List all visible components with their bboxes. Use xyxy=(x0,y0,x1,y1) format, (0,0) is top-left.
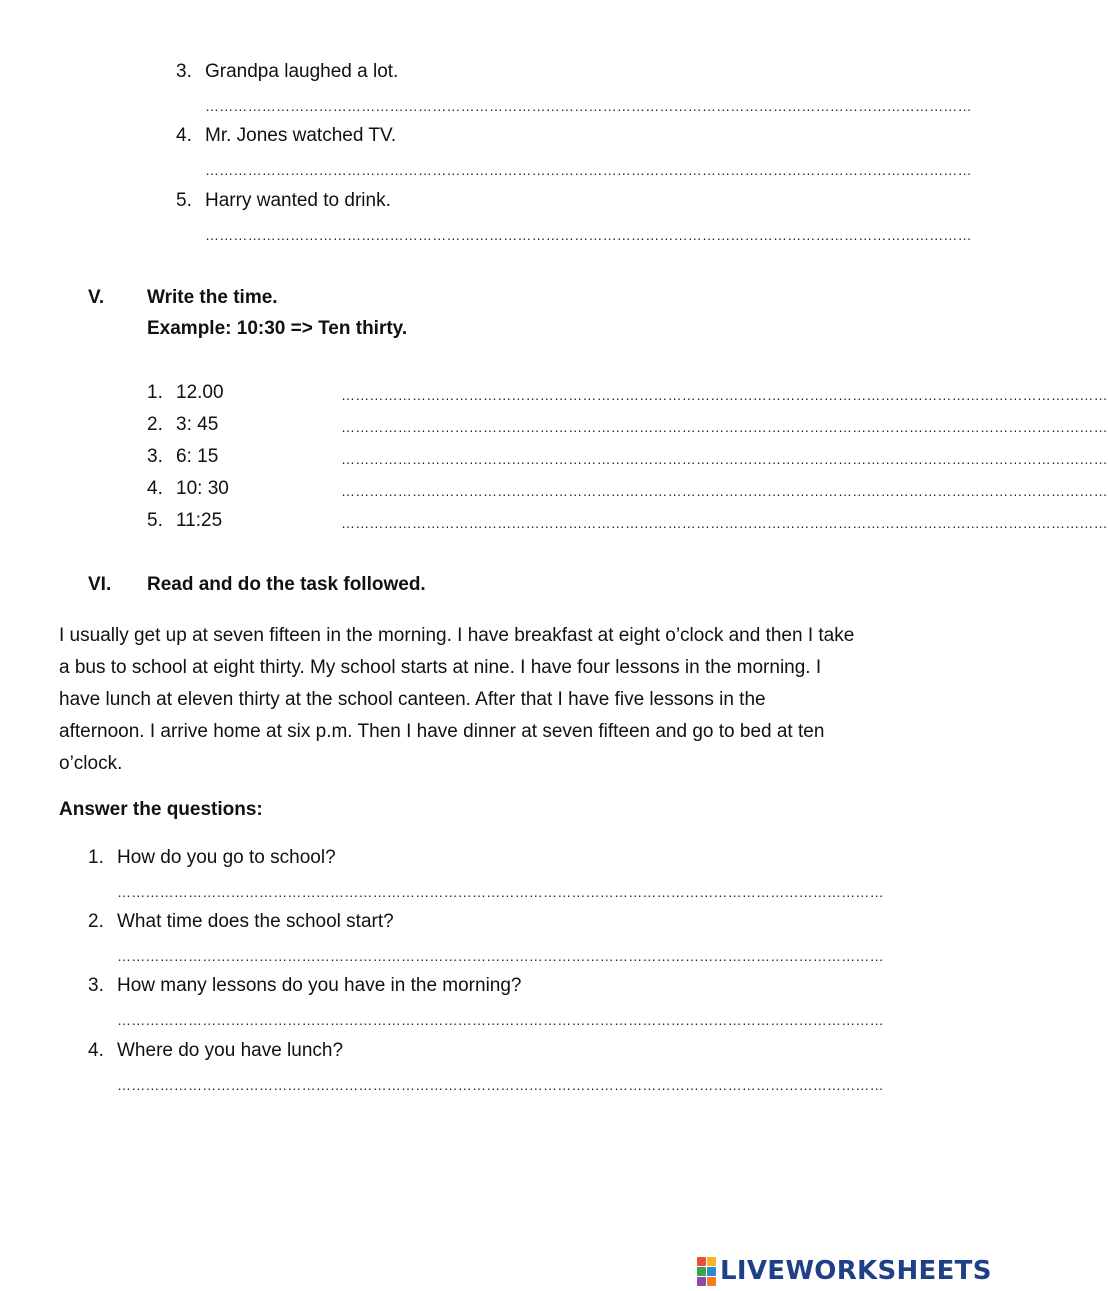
question-number: 3. xyxy=(88,975,104,996)
time-answer-blank[interactable]: ……………………………………………………………………………………………………………………………………………… xyxy=(341,515,1108,531)
question-text: How do you go to school? xyxy=(117,847,336,868)
liveworksheets-cubes-icon xyxy=(697,1257,716,1286)
passage-line: have lunch at eleven thirty at the school canteen. After that I have five lessons in the xyxy=(59,689,766,710)
time-value: 11:25 xyxy=(176,510,223,531)
question-answer-blank[interactable]: ……………………………………………………………………………………………………………………………………………… xyxy=(117,1012,884,1028)
time-answer-blank[interactable]: ……………………………………………………………………………………………………………………………………………… xyxy=(341,483,1108,499)
time-answer-blank[interactable]: ……………………………………………………………………………………………………………………………………………… xyxy=(341,387,1108,403)
time-item-number: 3. xyxy=(147,446,163,467)
passage-line: a bus to school at eight thirty. My school starts at nine. I have four lessons in the morning. I xyxy=(59,657,822,678)
time-item-number: 1. xyxy=(147,382,163,403)
liveworksheets-logo[interactable] xyxy=(697,1254,992,1288)
item-number: 4. xyxy=(176,125,192,146)
sentence-text: Harry wanted to drink. xyxy=(205,190,391,211)
passage-line: I usually get up at seven fifteen in the morning. I have breakfast at eight o’clock and then I take xyxy=(59,625,855,646)
time-value: 3: 45 xyxy=(176,414,219,435)
section-vi-roman: VI. xyxy=(88,574,112,595)
question-text: How many lessons do you have in the morning? xyxy=(117,975,522,996)
time-answer-blank[interactable]: ……………………………………………………………………………………………………………………………………………… xyxy=(341,451,1108,467)
passage-line: o’clock. xyxy=(59,753,123,774)
time-item-number: 2. xyxy=(147,414,163,435)
time-value: 12.00 xyxy=(176,382,224,403)
item-number: 3. xyxy=(176,61,192,82)
section-v-title: Write the time. xyxy=(147,287,278,308)
question-answer-blank[interactable]: ……………………………………………………………………………………………………………………………………………… xyxy=(117,884,884,900)
questions-heading: Answer the questions: xyxy=(59,799,263,820)
passage-line: afternoon. I arrive home at six p.m. Then I have dinner at seven fifteen and go to bed at ten xyxy=(59,721,825,742)
question-answer-blank[interactable]: ……………………………………………………………………………………………………………………………………………… xyxy=(117,1077,884,1093)
question-text: What time does the school start? xyxy=(117,911,394,932)
question-number: 4. xyxy=(88,1040,104,1061)
time-value: 6: 15 xyxy=(176,446,219,467)
section-v-roman: V. xyxy=(88,287,105,308)
section-vi-title: Read and do the task followed. xyxy=(147,574,426,595)
item-number: 5. xyxy=(176,190,192,211)
question-number: 2. xyxy=(88,911,104,932)
question-answer-blank[interactable]: ……………………………………………………………………………………………………………………………………………… xyxy=(117,948,884,964)
sentence-text: Mr. Jones watched TV. xyxy=(205,125,397,146)
sentence-text: Grandpa laughed a lot. xyxy=(205,61,399,82)
answer-blank[interactable]: ……………………………………………………………………………………………………………………………………………… xyxy=(205,162,972,178)
question-text: Where do you have lunch? xyxy=(117,1040,344,1061)
time-answer-blank[interactable]: ……………………………………………………………………………………………………………………………………………… xyxy=(341,419,1108,435)
time-value: 10: 30 xyxy=(176,478,229,499)
time-item-number: 4. xyxy=(147,478,163,499)
reading-passage xyxy=(59,620,949,780)
section-v-example: Example: 10:30 => Ten thirty. xyxy=(147,318,408,339)
question-number: 1. xyxy=(88,847,104,868)
time-item-number: 5. xyxy=(147,510,163,531)
logo-wordmark: LIVEWORKSHEETS xyxy=(720,1256,992,1286)
answer-blank[interactable]: ……………………………………………………………………………………………………………………………………………… xyxy=(205,227,972,243)
answer-blank[interactable]: ……………………………………………………………………………………………………………………………………………… xyxy=(205,98,972,114)
